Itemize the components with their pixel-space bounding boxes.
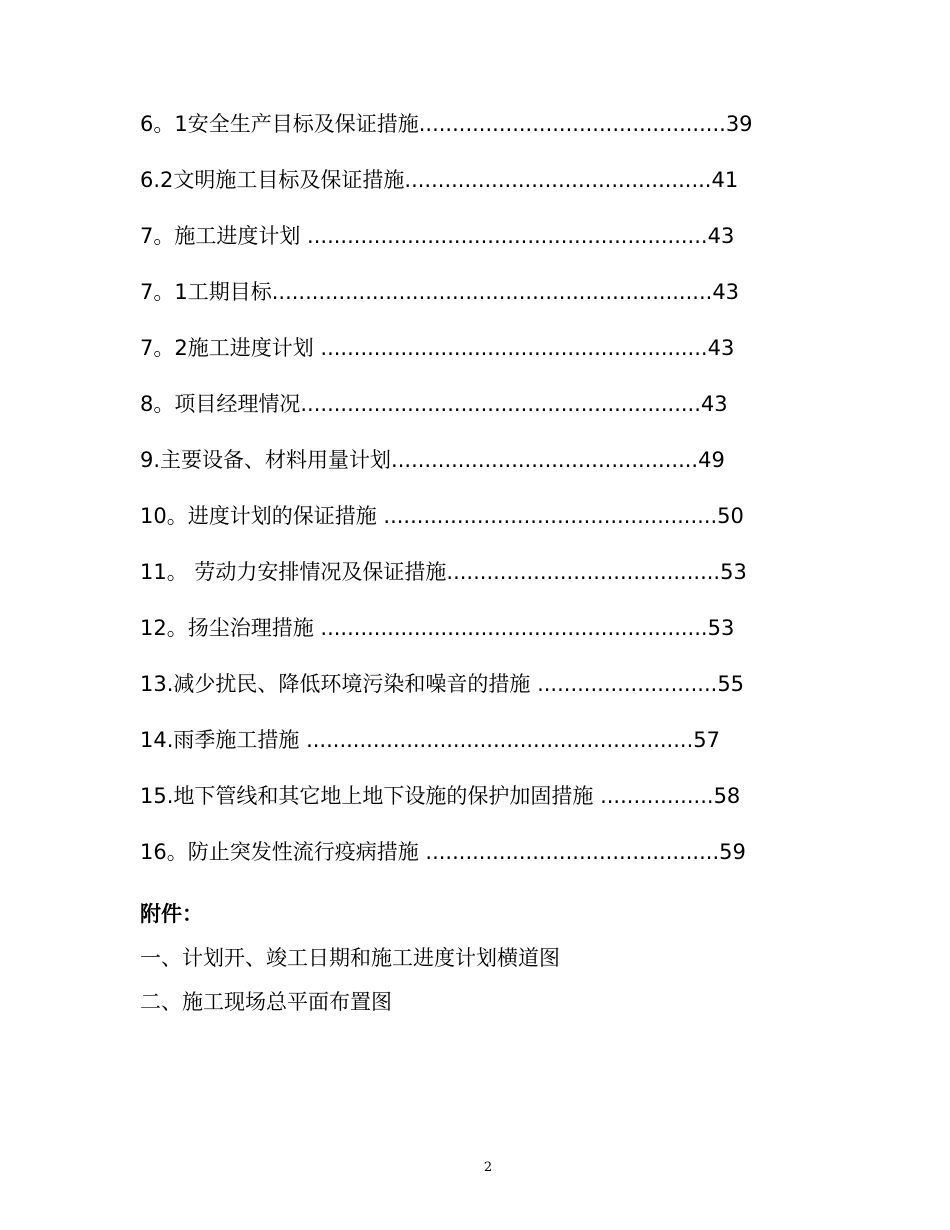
toc-entry-title: 7。施工进度计划 — [140, 224, 308, 248]
toc-entry[interactable] — [140, 552, 920, 608]
toc-entry-title: 9.主要设备、材料用量计划 — [140, 448, 392, 472]
appendix-heading: 附件： — [140, 902, 203, 926]
toc-entry[interactable] — [140, 216, 920, 272]
toc-entry-leader: .......................................................... — [320, 616, 708, 640]
toc-entry-page: 58 — [713, 784, 741, 808]
toc-entry-page: 53 — [707, 616, 735, 640]
appendix-section — [140, 896, 900, 1028]
appendix-item: 二、施工现场总平面布置图 — [140, 990, 392, 1014]
toc-entry[interactable] — [140, 832, 920, 888]
toc-entry-page: 43 — [712, 280, 740, 304]
toc-entry-page: 49 — [698, 448, 725, 472]
toc-entry-page: 50 — [717, 504, 744, 528]
toc-entry-leader: ................. — [600, 784, 714, 808]
toc-entry-title: 13.减少扰民、降低环境污染和噪音的措施 — [140, 672, 538, 696]
toc-entry-leader: .................................................................. — [271, 280, 713, 304]
toc-entry-title: 6。1安全生产目标及保证措施 — [140, 112, 419, 136]
toc-entry[interactable] — [140, 664, 920, 720]
toc-entry-leader: ............................................................ — [307, 224, 708, 248]
toc-entry[interactable] — [140, 104, 920, 160]
toc-entry-leader: .............................................. — [404, 168, 712, 192]
toc-entry-title: 12。扬尘治理措施 — [140, 616, 321, 640]
toc-entry-page: 55 — [717, 672, 745, 696]
toc-entry-leader: .............................................. — [391, 448, 699, 472]
toc-entry-page: 43 — [700, 392, 728, 416]
toc-entry[interactable] — [140, 272, 920, 328]
toc-entry-title: 15.地下管线和其它地上地下设施的保护加固措施 — [140, 784, 601, 808]
toc-entry[interactable] — [140, 160, 920, 216]
toc-entry-title: 6.2文明施工目标及保证措施 — [140, 168, 405, 192]
toc-entry-page: 41 — [711, 168, 739, 192]
toc-entry-page: 57 — [693, 728, 720, 752]
toc-entry[interactable] — [140, 776, 920, 832]
toc-entry-page: 43 — [707, 224, 735, 248]
toc-entry-title: 16。防止突发性流行疫病措施 — [140, 840, 426, 864]
toc-entry-page: 43 — [707, 336, 735, 360]
toc-entry-leader: .................................................. — [383, 504, 718, 528]
toc-entry-leader: ............................................................ — [300, 392, 701, 416]
toc-entry-leader: .......................................................... — [320, 336, 708, 360]
toc-entry-leader: .............................................. — [418, 112, 726, 136]
toc-entry[interactable] — [140, 720, 920, 776]
toc-entry[interactable] — [140, 440, 920, 496]
toc-entry-title: 10。进度计划的保证措施 — [140, 504, 384, 528]
toc-entry[interactable] — [140, 384, 920, 440]
toc-entry[interactable] — [140, 328, 920, 384]
toc-entry-title: 11。 劳动力安排情况及保证措施 — [140, 560, 447, 584]
toc-entry-leader: ......................................... — [446, 560, 721, 584]
toc-entry-title: 8。项目经理情况 — [140, 392, 301, 416]
toc-entry-page: 59 — [719, 840, 746, 864]
appendix-item: 一、计划开、竣工日期和施工进度计划横道图 — [140, 946, 560, 970]
toc-entry-page: 39 — [725, 112, 753, 136]
toc-entry[interactable] — [140, 496, 920, 552]
toc-entry-leader: ............................................ — [425, 840, 720, 864]
table-of-contents — [140, 104, 920, 888]
toc-entry-title: 7。1工期目标 — [140, 280, 272, 304]
toc-entry-title: 7。2施工进度计划 — [140, 336, 321, 360]
toc-entry-title: 14.雨季施工措施 — [140, 728, 307, 752]
toc-entry-leader: ........................... — [537, 672, 718, 696]
toc-entry-leader: .......................................................... — [306, 728, 694, 752]
toc-entry[interactable] — [140, 608, 920, 664]
toc-entry-page: 53 — [720, 560, 747, 584]
page-number: 2 — [483, 1160, 493, 1175]
